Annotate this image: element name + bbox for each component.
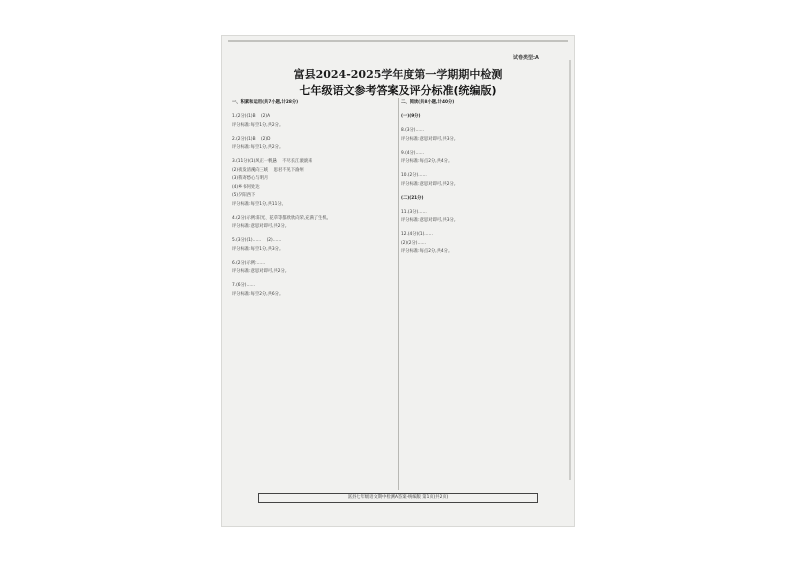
- scoring-line: 评分标准:每空1分,共2分。: [232, 145, 284, 150]
- scoring-line: 评分标准:每空2分,共6分。: [232, 291, 284, 297]
- answer-line: 1.(2分)(1)B (2)A: [232, 114, 271, 119]
- answer-line: (2)(2分)……: [401, 240, 427, 246]
- answer-block: [232, 137, 398, 152]
- answer-line: (5)夕阳西下: [232, 193, 256, 198]
- answer-line: 12.(4分)(1)……: [401, 232, 433, 237]
- scan-top-edge: [228, 40, 568, 42]
- section-heading: 二、阅读(共8小题,计40分): [401, 100, 455, 105]
- scoring-line: 评分标准:意思对即可,共3分。: [401, 218, 459, 223]
- scoring-line: 评分标准:每空1分,共3分。: [232, 246, 284, 252]
- answer-block: [401, 114, 559, 120]
- answer-line: 6.(2分)示例:……: [232, 260, 266, 266]
- answer-line: (4)乡书何处达: [232, 184, 260, 190]
- scan-right-edge: [569, 60, 571, 480]
- answer-line: 5.(3分)(1)…… (2)……: [232, 238, 282, 243]
- answer-block: [401, 128, 559, 143]
- scoring-line: 评分标准:意思对即可,共2分。: [232, 224, 290, 229]
- answer-block: [232, 100, 398, 106]
- scoring-line: 评分标准:意思对即可,共2分。: [232, 269, 290, 274]
- column-divider: [398, 98, 399, 490]
- answer-line: 7.(6分)……: [232, 283, 256, 288]
- answer-block: [401, 151, 559, 166]
- answer-line: 2.(2分)(1)B (2)D: [232, 136, 271, 142]
- scoring-line: 评分标准:每点2分,共4分。: [401, 249, 453, 254]
- scoring-line: 评分标准:意思对即可,共3分。: [401, 136, 459, 142]
- subsection-heading: (一)(9分): [401, 114, 421, 119]
- section-heading: 一、积累和运用(共7小题,计28分): [232, 100, 299, 105]
- answer-line: (3)我寄愁心与明月: [232, 176, 269, 181]
- exam-type-code: 试卷类型:A: [513, 55, 539, 61]
- subsection-heading: (二)(21分): [401, 195, 424, 201]
- answer-line: 11.(3分)……: [401, 209, 427, 215]
- answer-line: 3.(11分)(1)风正一帆悬 不尽长江滚滚来: [232, 159, 313, 164]
- answer-line: 10.(2分)……: [401, 173, 427, 178]
- page-subtitle: 七年级语文参考答案及评分标准(统编版): [299, 84, 497, 97]
- page-title: 富县2024-2025学年度第一学期期中检测: [293, 68, 503, 81]
- scoring-line: 评分标准:每点2分,共4分。: [401, 159, 453, 164]
- answer-block: [401, 210, 559, 225]
- left-answer-column: [232, 100, 398, 490]
- answer-block: [232, 283, 398, 298]
- answer-block: [401, 173, 559, 188]
- answer-line: 9.(4分)……: [401, 150, 425, 156]
- answer-line: (2)夜发清溪向三峡 思君不见下渝州: [232, 167, 304, 173]
- scoring-line: 评分标准:每空1分,共2分。: [232, 122, 284, 128]
- answer-block: [232, 261, 398, 276]
- answer-block: [401, 100, 559, 106]
- answer-block: [232, 238, 398, 253]
- answer-line: 8.(3分)……: [401, 128, 425, 133]
- scoring-line: 评分标准:每空1分,共11分。: [232, 201, 286, 207]
- page-footer: 富县七年级语文期中检测A答案-统编版 第1页(共2页): [258, 493, 538, 503]
- answer-block: [401, 232, 559, 255]
- answer-line: 4.(2分)示例:阳光、花草等都欣欣向荣,充满了生机。: [232, 215, 331, 221]
- answer-block: [232, 159, 398, 208]
- answer-block: [401, 196, 559, 202]
- scoring-line: 评分标准:意思对即可,共2分。: [401, 181, 459, 187]
- answer-block: [232, 114, 398, 129]
- answer-block: [232, 216, 398, 231]
- right-answer-column: [401, 100, 559, 490]
